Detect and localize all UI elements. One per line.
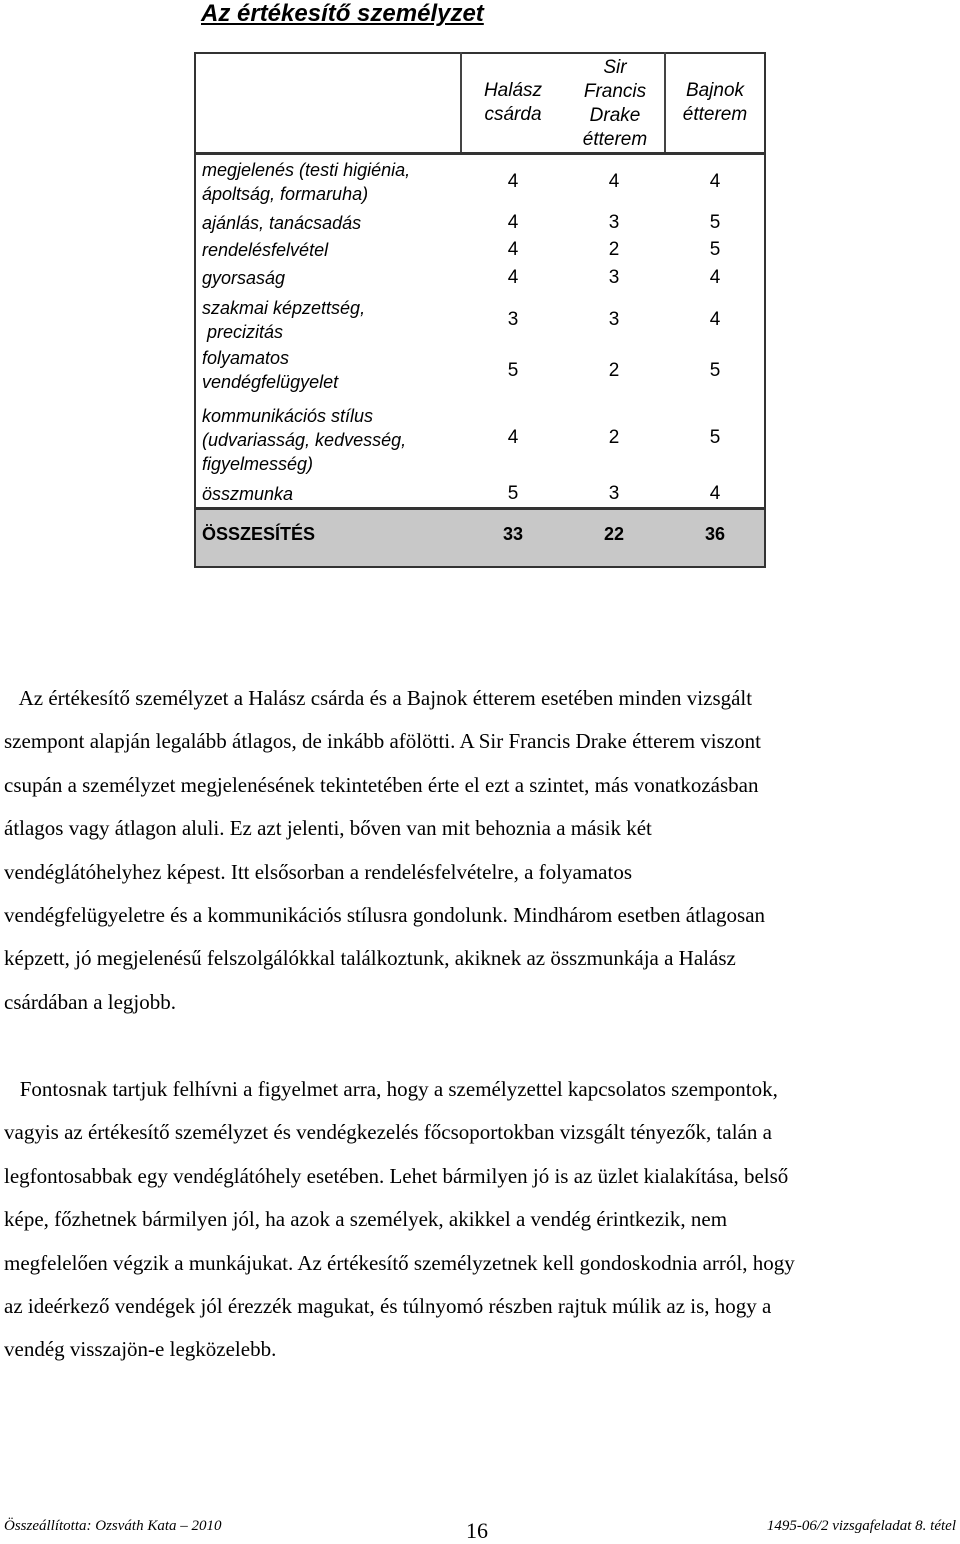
text-line: vendég visszajön-e legközelebb. bbox=[4, 1337, 277, 1362]
cell-value: 5 bbox=[709, 427, 721, 448]
column-header-sir-francis-drake: Sir Francis Drake étterem bbox=[582, 57, 648, 150]
row-label-folyamatos-vendegfelugyelet: folyamatos vendégfelügyelet bbox=[202, 348, 339, 392]
cell-value: 4 bbox=[507, 171, 519, 192]
text-line: átlagos vagy átlagon aluli. Ez azt jelenti, bőven van mit behoznia a másik két bbox=[4, 816, 652, 841]
text-line: szempont alapján legalább átlagos, de inkább afölötti. A Sir Francis Drake étterem viszont bbox=[4, 729, 761, 754]
row-label-osszmunka: összmunka bbox=[202, 484, 294, 504]
section-title: Az értékesítő személyzet bbox=[201, 0, 484, 27]
row-label-kommunikacios-stilus: kommunikációs stílus (udvariasság, kedvesség, figyelmesség) bbox=[202, 406, 407, 474]
cell-value: 4 bbox=[507, 427, 519, 448]
cell-value: 4 bbox=[709, 267, 721, 288]
text-line: vendéglátóhelyhez képest. Itt elsősorban a rendelésfelvételre, a folyamatos bbox=[4, 859, 632, 884]
total-value: 33 bbox=[502, 524, 524, 544]
total-label: ÖSSZESÍTÉS bbox=[202, 524, 316, 544]
cell-value: 4 bbox=[709, 309, 721, 330]
row-label-rendelesfelvetel: rendelésfelvétel bbox=[202, 240, 329, 260]
text-line: Az értékesítő személyzet a Halász csárda és a Bajnok étterem esetében minden vizsgált bbox=[4, 686, 753, 710]
text-line: vendégfelügyeletre és a kommunikációs stílusra gondolunk. Mindhárom esetben átlagosan bbox=[4, 903, 766, 928]
cell-value: 5 bbox=[709, 239, 721, 260]
text-line: képzett, jó megjelenésű felszolgálókkal találkoztunk, akiknek az összmunkája a Halász bbox=[4, 946, 736, 971]
cell-value: 2 bbox=[608, 427, 620, 448]
total-divider bbox=[194, 507, 766, 510]
text-line: képe, főzhetnek bármilyen jól, ha azok a személyek, akikkel a vendég érintkezik, nem bbox=[4, 1207, 728, 1232]
cell-value: 3 bbox=[507, 309, 519, 330]
column-header-bajnok-etterem: Bajnok étterem bbox=[682, 80, 748, 125]
row-label-szakmai-kepzettseg: szakmai képzettség, precizitás bbox=[202, 298, 366, 342]
cell-value: 4 bbox=[507, 267, 519, 288]
cell-value: 4 bbox=[507, 212, 519, 233]
text-line: megfelelően végzik a munkájukat. Az értékesítő személyzetnek kell gondoskodnia arról, hogy bbox=[4, 1250, 795, 1275]
text-line: legfontosabbak egy vendéglátóhely esetében. Lehet bármilyen jó is az üzlet kialakítása, belső bbox=[4, 1163, 789, 1188]
row-label-ajanlas: ajánlás, tanácsadás bbox=[202, 213, 362, 233]
cell-value: 5 bbox=[507, 483, 519, 504]
cell-value: 4 bbox=[709, 171, 721, 192]
cell-value: 3 bbox=[608, 483, 620, 504]
cell-value: 2 bbox=[608, 360, 620, 381]
cell-value: 3 bbox=[608, 212, 620, 233]
text-line: vagyis az értékesítő személyzet és vendégkezelés főcsoportokban vizsgált tényezők, talán a bbox=[4, 1120, 772, 1145]
column-header-halasz-csarda: Halász csárda bbox=[483, 80, 543, 125]
text-line: csárdában a legjobb. bbox=[4, 989, 177, 1014]
cell-value: 5 bbox=[709, 360, 721, 381]
total-value: 36 bbox=[704, 524, 726, 544]
cell-value: 4 bbox=[608, 171, 620, 192]
cell-value: 3 bbox=[608, 267, 620, 288]
cell-value: 4 bbox=[709, 483, 721, 504]
cell-value: 5 bbox=[507, 360, 519, 381]
header-divider bbox=[194, 152, 766, 155]
row-label-gyorsasag: gyorsaság bbox=[202, 268, 286, 288]
footer-exam-reference: 1495-06/2 vizsgafeladat 8. tétel bbox=[766, 1518, 956, 1534]
cell-value: 2 bbox=[608, 239, 620, 260]
body-paragraph-2 bbox=[4, 1068, 934, 1372]
row-label-megjelenes: megjelenés (testi higiénia, ápoltság, formaruha) bbox=[202, 160, 411, 204]
cell-value: 3 bbox=[608, 309, 620, 330]
text-line: Fontosnak tartjuk felhívni a figyelmet arra, hogy a személyzettel kapcsolatos szempontok, bbox=[4, 1077, 778, 1101]
page-number: 16 bbox=[466, 1518, 488, 1543]
text-line: csupán a személyzet megjelenésének tekintetében érte el ezt a szintet, más vonatkozásban bbox=[4, 772, 759, 797]
total-value: 22 bbox=[603, 524, 625, 544]
body-paragraph-1 bbox=[4, 677, 934, 1024]
footer-author: Összeállította: Ozsváth Kata – 2010 bbox=[4, 1518, 222, 1534]
cell-value: 4 bbox=[507, 239, 519, 260]
text-line: az ideérkező vendégek jól érezzék magukat, és túlnyomó részben rajtuk múlik az is, hogy a bbox=[4, 1294, 772, 1319]
cell-value: 5 bbox=[709, 212, 721, 233]
